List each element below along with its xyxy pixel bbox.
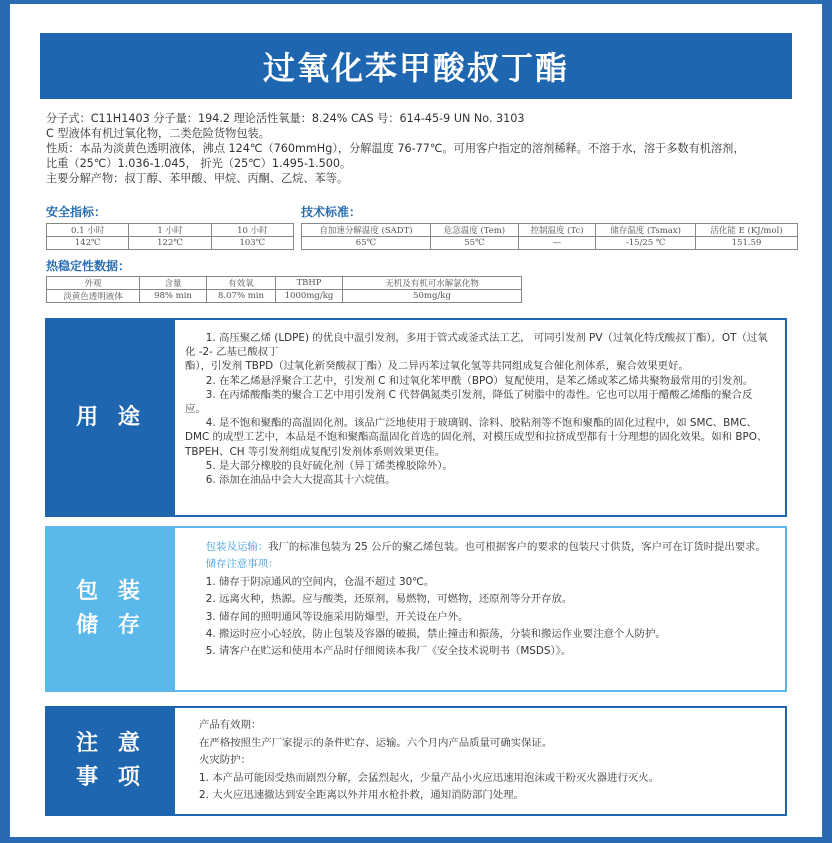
table-cell: 50mg/kg [343, 290, 522, 303]
notes-line: 2. 大火应迅速撤达到安全距离以外并用水枪扑救，通知消防部门处理。 [199, 789, 524, 802]
notes-line: 在严格按照生产厂家提示的条件贮存、运输。六个月内产品质量可确实保证。 [199, 736, 553, 749]
notes-heading: 事 项 [76, 765, 146, 790]
table-cell: 控制温度 (Tc) [518, 224, 595, 237]
notes-line: 1. 本产品可能因受热而剧烈分解，会猛烈起火，少量产品小火应迅速用泡沫或干粉灭火器进行灭火。 [199, 771, 660, 784]
table-cell: 1000mg/kg [276, 290, 343, 303]
table-row [47, 277, 522, 290]
pack-text: 我厂的标准包装为 25 公斤的聚乙烯包装。也可根据客户的要求的包装尺寸供货，客户可在订货时提出要求。 [268, 541, 766, 553]
table-cell: 0.1 小时 [47, 224, 129, 237]
table-cell: 8.07% min [207, 290, 276, 303]
thermal-table [46, 276, 522, 303]
packaging-section [45, 526, 787, 692]
table-cell: 122℃ [129, 237, 211, 250]
info-line: 分子式：C11H1403 分子量：194.2 理论活性氧量：8.24% CAS 号：614-45-9 UN No. 3103 [46, 112, 525, 125]
table-cell: TBHP [276, 277, 343, 290]
tech-label: 技术标准： [301, 205, 362, 219]
table-row [47, 224, 294, 237]
table-cell: 103℃ [211, 237, 293, 250]
table-cell: -15/25 ℃ [596, 237, 696, 250]
notes-line: 火灾防护： [199, 754, 251, 767]
usage-side-label [47, 320, 175, 515]
table-cell: 142℃ [47, 237, 129, 250]
info-line: 性质：本品为淡黄色透明液体，沸点 124℃（760mmHg），分解温度 76-77℃。可用客户指定的溶剂稀释。不溶于水，溶于多数有机溶剂， [46, 142, 745, 155]
title-text: 过氧化苯甲酸叔丁酯 [262, 49, 569, 87]
notes-section [45, 706, 787, 816]
store-item: 4. 搬运时应小心轻放，防止包装及容器的破损，禁止撞击和振荡，分装和搬运作业要注意个人防护。 [205, 628, 666, 641]
table-cell: 外观 [47, 277, 140, 290]
store-item: 1. 储存于阴凉通风的空间内，仓温不超过 30℃。 [205, 575, 435, 588]
notes-body [175, 708, 785, 814]
notes-side-label [47, 708, 175, 814]
store-item: 5. 请客户在贮运和使用本产品时仔细阅读本我厂《安全技术说明书（MSDS）》。 [205, 645, 572, 658]
usage-body [175, 320, 785, 515]
page-title [40, 33, 792, 99]
table-cell: 危急温度 (Tem) [430, 224, 518, 237]
usage-paragraph: 1. 高压聚乙烯 (LDPE) 的优良中温引发剂，多用于管式或釜式法工艺， 可同引发剂 PV（过氧化特戊酸叔丁酯），OT（过氧化 -2- 乙基已酸叔丁 [185, 332, 768, 359]
store-item: 3. 储存间的照明通风等设施采用防爆型，开关设在户外。 [205, 610, 469, 623]
table-cell: 自加速分解温度 (SADT) [302, 224, 431, 237]
usage-paragraph: 4. 是不饱和聚酯的高温固化剂。该品广泛地使用于玻璃钢、涂料、胶粘剂等不饱和聚酯的固化过程中，如 SMC、BMC、DMC 的成型工艺中，本品是不饱和聚酯高温固化首选的固化剂，对模压成型和拉挤成型都有十分理想的固化效果。如和 BPO、TBPEH、CH 等引发剂组成复配引发剂体系则效果更佳。 [185, 417, 768, 458]
info-line: 主要分解产物：叔丁醇、苯甲酸、甲烷、丙酮、乙烷、苯等。 [46, 172, 349, 185]
table-row [302, 224, 798, 237]
storage-heading: 储 存 [76, 613, 146, 638]
usage-paragraph: 5. 是大部分橡胶的良好硫化剂（异丁烯类橡胶除外）。 [205, 459, 453, 472]
table-row [47, 290, 522, 303]
info-line: 比重（25℃）1.036-1.045， 折光（25℃）1.495-1.500。 [46, 157, 352, 170]
tech-table [301, 223, 798, 250]
info-line: C 型液体有机过氧化物，二类危险货物包装。 [46, 127, 270, 140]
pack-heading: 包装及运输： [205, 541, 269, 553]
usage-paragraph: 6. 添加在油品中会大大提高其十六烷值。 [205, 474, 396, 487]
table-cell: 有效氧 [207, 277, 276, 290]
store-heading: 储存注意事项： [205, 558, 279, 571]
table-cell: 55℃ [430, 237, 518, 250]
table-row [47, 237, 294, 250]
notes-heading: 注 意 [76, 731, 146, 756]
usage-section [45, 318, 787, 517]
table-row [302, 237, 798, 250]
packaging-side-label [47, 528, 175, 690]
table-cell: 无机及有机可水解氯化物 [343, 277, 522, 290]
usage-paragraph: 3. 在丙烯酸酯类的聚合工艺中用引发剂 C 代替偶氮类引发剂，降低了树脂中的毒性。它也可以用于醋酸乙烯酯的聚合反应。 [185, 388, 753, 416]
table-cell: 1 小时 [129, 224, 211, 237]
table-cell: 10 小时 [211, 224, 293, 237]
usage-paragraph: 酯），引发剂 TBPD（过氧化新癸酸叔丁酯）及二异丙苯过氧化氢等共同组成复合催化剂体系，聚合效果更好。 [185, 360, 689, 373]
table-cell: 淡黄色透明液体 [47, 290, 140, 303]
thermal-label: 热稳定性数据： [46, 259, 131, 273]
safety-table [46, 223, 294, 250]
table-cell: 151.59 [696, 237, 798, 250]
table-cell: 活化能 E (KJ/mol) [696, 224, 798, 237]
safety-label: 安全指标： [46, 205, 107, 219]
product-info [46, 111, 790, 186]
table-cell: — [518, 237, 595, 250]
store-item: 2. 远离火种，热源。应与酸类，还原剂，易燃物，可燃物，还原剂等分开存放。 [205, 593, 573, 606]
table-cell: 储存温度 (Tsmax) [596, 224, 696, 237]
table-cell: 98% min [140, 290, 207, 303]
packaging-body [175, 528, 785, 690]
table-cell: 含量 [140, 277, 207, 290]
pack-paragraph [185, 539, 773, 556]
packaging-heading: 包 装 [76, 579, 146, 604]
table-cell: 65℃ [302, 237, 431, 250]
notes-line: 产品有效期： [199, 719, 262, 731]
usage-paragraph: 2. 在苯乙烯悬浮聚合工艺中，引发剂 C 和过氧化苯甲酰（BPO）复配使用，是苯乙烯或苯乙烯共聚物最常用的引发剂。 [205, 374, 754, 387]
usage-heading: 用 途 [76, 404, 146, 430]
